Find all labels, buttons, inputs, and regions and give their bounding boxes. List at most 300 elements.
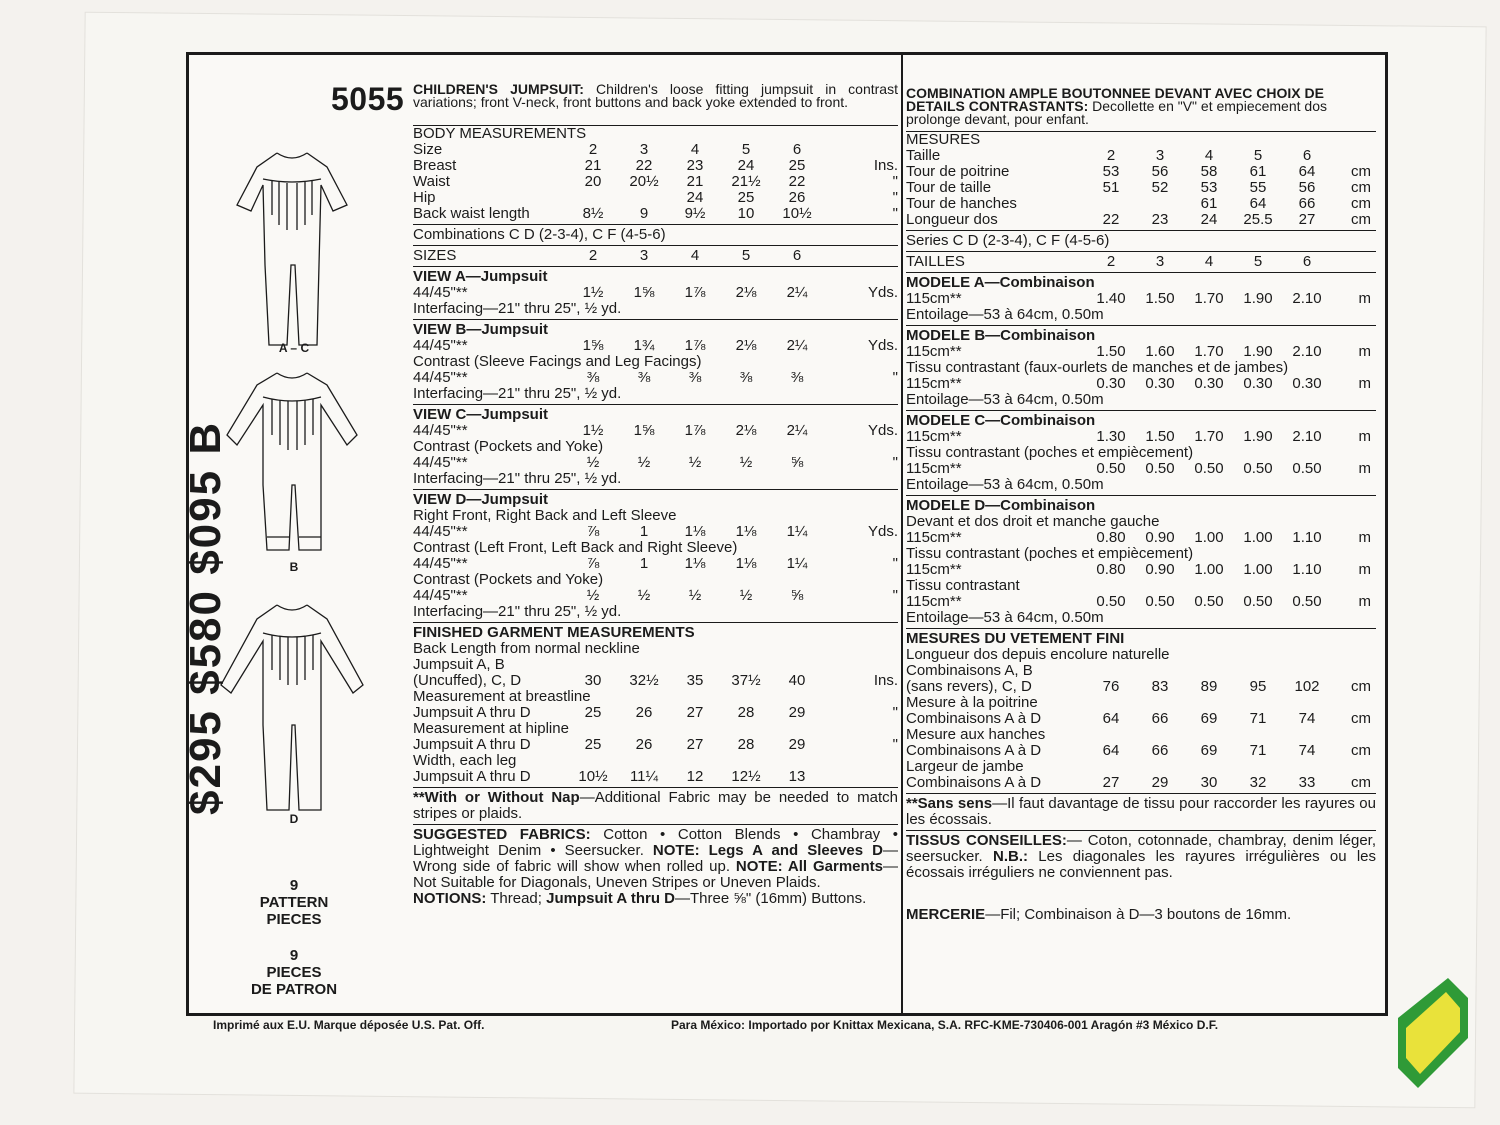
row-value: 1 <box>639 555 649 572</box>
row-label: Tour de taille <box>906 179 992 196</box>
row-value: 53 <box>1102 163 1120 180</box>
row-value: 5 <box>741 141 751 158</box>
row-value: 1.10 <box>1292 529 1322 546</box>
row-value: ⅜ <box>790 369 804 386</box>
poitrine-fin-row <box>906 711 1376 727</box>
row-value: 1⅛ <box>735 523 757 540</box>
row-unit: Yds. <box>867 523 898 540</box>
modele-b-entoilage: Entoilage—53 à 64cm, 0.50m <box>906 391 1104 408</box>
row-unit: " <box>892 369 898 386</box>
row-value: ½ <box>637 454 651 471</box>
pattern-back-panel <box>181 52 1388 1016</box>
row-label: 44/45"** <box>413 555 468 572</box>
row-label: SIZES <box>413 247 457 264</box>
row-value: 1⅛ <box>684 523 706 540</box>
row-value: 40 <box>788 672 806 689</box>
hipline: Measurement at hipline <box>413 720 569 737</box>
row-value: 0.90 <box>1145 529 1175 546</box>
row-value: 1⅝ <box>633 422 655 439</box>
figure-label-b: B <box>289 560 299 574</box>
modele-d-tissu1: Tissu contrastant (poches et empiècement) <box>906 545 1194 562</box>
figure-label-a-c: A – C <box>278 341 310 355</box>
row-value: 64 <box>1249 195 1267 212</box>
row-value: 26 <box>635 736 653 753</box>
view-d-fabric2-row <box>413 556 898 572</box>
row-label: 115cm** <box>906 428 962 445</box>
row-value: 2⅛ <box>735 337 757 354</box>
breast-row <box>413 158 898 174</box>
row-value: 6 <box>792 247 802 264</box>
modele-a-row <box>906 291 1376 307</box>
column-divider <box>901 55 903 1013</box>
row-value: 6 <box>792 141 802 158</box>
row-unit: m <box>1358 428 1371 445</box>
row-label: 115cm** <box>906 343 962 360</box>
row-label: 115cm** <box>906 561 962 578</box>
tissus-conseilles: TISSUS CONSEILLES:— Coton, cotonnade, chambray, denim léger, seersucker. N.B.: Les diagonales les rayures irrégulières ou les écossais irréguliers ne conviennent pas. <box>906 832 1377 881</box>
fini-header: MESURES DU VETEMENT FINI <box>906 630 1125 647</box>
row-value: 24 <box>737 157 755 174</box>
row-value: 0.50 <box>1145 460 1175 477</box>
row-value: ½ <box>688 587 702 604</box>
view-c-interfacing: Interfacing—21" thru 25", ½ yd. <box>413 470 622 487</box>
row-value: 23 <box>1151 211 1169 228</box>
row-value: ½ <box>586 454 600 471</box>
row-value: 0.30 <box>1096 375 1126 392</box>
row-unit: " <box>892 704 898 721</box>
notions: NOTIONS: Thread; Jumpsuit A thru D—Three ⅝" (16mm) Buttons. <box>413 890 867 907</box>
row-value: 55 <box>1249 179 1267 196</box>
row-value: 27 <box>1298 211 1316 228</box>
row-value: 26 <box>788 189 806 206</box>
row-value: 69 <box>1200 710 1218 727</box>
row-value: ½ <box>739 587 753 604</box>
row-value: 1.00 <box>1243 561 1273 578</box>
row-value: 1.60 <box>1145 343 1175 360</box>
largeur-jambe: Largeur de jambe <box>906 758 1024 775</box>
view-c-fabric-row <box>413 423 898 439</box>
row-value: 0.50 <box>1292 593 1322 610</box>
row-label: 44/45"** <box>413 587 468 604</box>
hanches-row <box>906 196 1376 212</box>
row-value: 0.30 <box>1194 375 1224 392</box>
row-label: (Uncuffed), C, D <box>413 672 522 689</box>
suggested-fabrics: SUGGESTED FABRICS: Cotton • Cotton Blends • Chambray • Lightweight Denim • Seersucker. NOTE: Legs A and Sleeves D— Wrong side of fabric will show when rolled up. NOTE: All Garments—Not Suitable for Diagonals, Uneven Stripes or Uneven Plaids. <box>413 826 899 891</box>
view-d-contrast2: Contrast (Pockets and Yoke) <box>413 571 604 588</box>
row-label: 44/45"** <box>413 369 468 386</box>
breast-fin-row <box>413 705 898 721</box>
row-value: 1⅛ <box>684 555 706 572</box>
row-label: Combinaisons A à D <box>906 774 1042 791</box>
row-unit: Ins. <box>873 672 898 689</box>
view-d-fabric1-row <box>413 524 898 540</box>
en-description <box>413 83 898 125</box>
row-value: 5 <box>1253 147 1263 164</box>
row-unit: m <box>1358 593 1371 610</box>
row-label: (sans revers), C, D <box>906 678 1032 695</box>
row-value: 4 <box>690 247 700 264</box>
body-measurements-header: BODY MEASUREMENTS <box>413 125 587 142</box>
row-value: 1⅞ <box>684 284 706 301</box>
row-value: 10 <box>737 205 755 222</box>
row-label: 115cm** <box>906 375 962 392</box>
mesure-hanches: Mesure aux hanches <box>906 726 1046 743</box>
row-value: 2⅛ <box>735 422 757 439</box>
row-value: 102 <box>1294 678 1320 695</box>
row-value: 0.50 <box>1243 593 1273 610</box>
row-label: Hip <box>413 189 436 206</box>
row-value: 10½ <box>782 205 812 222</box>
row-value: ⅜ <box>637 369 651 386</box>
row-value: 0.80 <box>1096 529 1126 546</box>
row-value: 71 <box>1249 710 1267 727</box>
modele-c-tissu: Tissu contrastant (poches et empiècement) <box>906 444 1194 461</box>
footer-strip <box>213 1018 1383 1032</box>
view-b-contrast-row <box>413 370 898 386</box>
row-value: 32½ <box>629 672 659 689</box>
row-value: 25.5 <box>1243 211 1273 228</box>
row-value: 61 <box>1200 195 1218 212</box>
hip-row <box>413 190 898 206</box>
jambe-fin-row <box>906 775 1376 791</box>
row-label: Tour de hanches <box>906 195 1017 212</box>
pieces-label-fr-2: DE PATRON <box>250 981 338 998</box>
row-value: 3 <box>1155 147 1165 164</box>
row-label: 44/45"** <box>413 422 468 439</box>
row-value: 2¼ <box>786 337 808 354</box>
row-value: 1.90 <box>1243 290 1273 307</box>
width-leg: Width, each leg <box>413 752 517 769</box>
row-value: 25 <box>737 189 755 206</box>
combinations-row: Combinations C D (2-3-4), C F (4-5-6) <box>413 226 666 243</box>
view-b-fabric-row <box>413 338 898 354</box>
row-value: 2 <box>1106 253 1116 270</box>
row-label: TAILLES <box>906 253 965 270</box>
jumpsuit-ab: Jumpsuit A, B <box>413 656 505 673</box>
row-value: 35 <box>686 672 704 689</box>
row-value: 1.30 <box>1096 428 1126 445</box>
mercerie: MERCERIE—Fil; Combinaison à D—3 boutons de 16mm. <box>906 906 1292 923</box>
row-value: 8½ <box>582 205 604 222</box>
jumpsuit-b-drawing <box>217 365 367 565</box>
back-waist-row <box>413 206 898 222</box>
row-value: 95 <box>1249 678 1267 695</box>
figure-label-d: D <box>289 812 299 826</box>
finished-header: FINISHED GARMENT MEASUREMENTS <box>413 624 695 641</box>
corner-tab <box>1398 978 1468 1088</box>
modele-d-row1 <box>906 530 1376 546</box>
illustrations-panel <box>181 55 399 1013</box>
row-value: 24 <box>1200 211 1218 228</box>
sizes-row <box>413 248 898 264</box>
modele-b-row2 <box>906 376 1376 392</box>
row-value: 2¼ <box>786 284 808 301</box>
row-unit: cm <box>1351 678 1371 695</box>
row-label: Longueur dos <box>906 211 998 228</box>
row-unit: cm <box>1351 774 1371 791</box>
row-label: 44/45"** <box>413 284 468 301</box>
row-value: 1½ <box>582 422 604 439</box>
row-unit: " <box>892 736 898 753</box>
row-unit: " <box>892 189 898 206</box>
row-value: 1.50 <box>1145 290 1175 307</box>
longueur-row <box>906 212 1376 228</box>
tailles-row <box>906 254 1376 270</box>
tour-taille-row <box>906 180 1376 196</box>
row-value: 2¼ <box>786 422 808 439</box>
row-label: Taille <box>906 147 941 164</box>
row-value: 2 <box>1106 147 1116 164</box>
row-value: 64 <box>1102 742 1120 759</box>
fr-title: COMBINATION AMPLE BOUTONNEE DEVANT AVEC CHOIX DE DETAILS CONTRASTANTS: <box>906 85 1324 114</box>
row-value: ½ <box>586 587 600 604</box>
row-value: ⅜ <box>739 369 753 386</box>
row-value: 29 <box>1151 774 1169 791</box>
row-unit: cm <box>1351 179 1371 196</box>
row-unit: Yds. <box>867 422 898 439</box>
row-value: ⅜ <box>586 369 600 386</box>
row-value: 83 <box>1151 678 1169 695</box>
view-b-contrast: Contrast (Sleeve Facings and Leg Facings) <box>413 353 702 370</box>
row-value: 2⅛ <box>735 284 757 301</box>
row-value: 52 <box>1151 179 1169 196</box>
modele-a-entoilage: Entoilage—53 à 64cm, 0.50m <box>906 306 1104 323</box>
row-unit: cm <box>1351 163 1371 180</box>
row-label: 115cm** <box>906 290 962 307</box>
row-value: 21 <box>686 173 704 190</box>
row-value: 0.30 <box>1292 375 1322 392</box>
row-unit: cm <box>1351 710 1371 727</box>
row-value: 2.10 <box>1292 290 1322 307</box>
row-value: 32 <box>1249 774 1267 791</box>
row-value: 0.50 <box>1096 593 1126 610</box>
view-c-contrast-row <box>413 455 898 471</box>
row-unit: m <box>1358 343 1371 360</box>
row-value: 21½ <box>731 173 761 190</box>
modele-a-title: MODELE A—Combinaison <box>906 274 1095 291</box>
row-value: 27 <box>686 704 704 721</box>
modele-c-title: MODELE C—Combinaison <box>906 412 1096 429</box>
modele-c-row2 <box>906 461 1376 477</box>
view-b-interfacing: Interfacing—21" thru 25", ½ yd. <box>413 385 622 402</box>
row-value: 13 <box>788 768 806 785</box>
jumpsuit-d-drawing <box>217 595 367 825</box>
row-value: 1.10 <box>1292 561 1322 578</box>
en-desc: Children's loose fitting jumpsuit in contrast variations; front V-neck, front buttons and back yoke extended to front. <box>413 81 898 110</box>
row-value: 1⅞ <box>684 337 706 354</box>
row-value: 29 <box>788 736 806 753</box>
row-label: Jumpsuit A thru D <box>413 704 531 721</box>
row-value: 1.70 <box>1194 343 1224 360</box>
mesures-header: MESURES <box>906 131 981 148</box>
row-value: 66 <box>1151 710 1169 727</box>
row-value: 2 <box>588 141 598 158</box>
revers-row <box>906 679 1376 695</box>
view-c-title: VIEW C—Jumpsuit <box>413 406 549 423</box>
row-value: 5 <box>1253 253 1263 270</box>
row-value: 27 <box>1102 774 1120 791</box>
row-value: 33 <box>1298 774 1316 791</box>
uncuffed-row <box>413 673 898 689</box>
row-label: 115cm** <box>906 529 962 546</box>
row-value: 6 <box>1302 147 1312 164</box>
row-value: 1⅝ <box>582 337 604 354</box>
poitrine-row <box>906 164 1376 180</box>
row-value: 12 <box>686 768 704 785</box>
row-unit: Ins. <box>873 157 898 174</box>
row-label: Jumpsuit A thru D <box>413 768 531 785</box>
modele-c-row <box>906 429 1376 445</box>
row-value: 1½ <box>582 284 604 301</box>
pieces-count: 9 <box>289 877 299 894</box>
row-value: 1⅛ <box>735 555 757 572</box>
view-a-interfacing: Interfacing—21" thru 25", ½ yd. <box>413 300 622 317</box>
row-value: 64 <box>1298 163 1316 180</box>
modele-d-row3 <box>906 594 1376 610</box>
row-unit: Yds. <box>867 337 898 354</box>
view-b-title: VIEW B—Jumpsuit <box>413 321 549 338</box>
row-value: 3 <box>1155 253 1165 270</box>
row-label: 44/45"** <box>413 454 468 471</box>
row-value: 26 <box>635 704 653 721</box>
row-value: 4 <box>690 141 700 158</box>
comb-ab: Combinaisons A, B <box>906 662 1033 679</box>
row-value: 76 <box>1102 678 1120 695</box>
row-value: 1.70 <box>1194 290 1224 307</box>
pieces-label-2: PIECES <box>266 911 322 928</box>
row-value: 1.00 <box>1243 529 1273 546</box>
row-value: 0.90 <box>1145 561 1175 578</box>
pieces-count-fr: 9 <box>289 947 299 964</box>
row-value: 1⅝ <box>633 284 655 301</box>
row-value: 0.50 <box>1194 460 1224 477</box>
row-value: 0.50 <box>1096 460 1126 477</box>
row-value: 22 <box>1102 211 1120 228</box>
row-value: 28 <box>737 704 755 721</box>
row-value: 22 <box>635 157 653 174</box>
pieces-label: PATTERN <box>259 894 329 911</box>
row-label: 115cm** <box>906 460 962 477</box>
price-codes: $295 $580 $095 B <box>181 420 230 815</box>
row-value: 9 <box>639 205 649 222</box>
modele-d-row2 <box>906 562 1376 578</box>
row-value: 64 <box>1102 710 1120 727</box>
taille-row <box>906 148 1376 164</box>
modele-b-row <box>906 344 1376 360</box>
row-value: ½ <box>739 454 753 471</box>
row-value: 61 <box>1249 163 1267 180</box>
row-value: 1.50 <box>1096 343 1126 360</box>
row-label: Combinaisons A à D <box>906 710 1042 727</box>
row-value: ⅝ <box>790 454 804 471</box>
row-unit: " <box>892 555 898 572</box>
row-unit: m <box>1358 460 1371 477</box>
modele-c-entoilage: Entoilage—53 à 64cm, 0.50m <box>906 476 1104 493</box>
back-length: Back Length from normal neckline <box>413 640 640 657</box>
row-value: 9½ <box>684 205 706 222</box>
row-value: 71 <box>1249 742 1267 759</box>
row-unit: cm <box>1351 195 1371 212</box>
row-value: 37½ <box>731 672 761 689</box>
view-d-title: VIEW D—Jumpsuit <box>413 491 549 508</box>
row-unit: m <box>1358 290 1371 307</box>
row-value: ⅞ <box>586 523 600 540</box>
fr-desc: Decollette en "V" et empiecement dos prolonge devant, pour enfant. <box>906 98 1327 127</box>
row-value: 1¼ <box>786 523 808 540</box>
footer-right: Para México: Importado por Knittax Mexicana, S.A. RFC-KME-730406-001 Aragón #3 México D.F. <box>671 1018 1219 1032</box>
row-value: 74 <box>1298 742 1316 759</box>
jumpsuit-a-c-drawing <box>217 145 367 355</box>
row-value: 24 <box>686 189 704 206</box>
row-value: 66 <box>1298 195 1316 212</box>
modele-d-entoilage: Entoilage—53 à 64cm, 0.50m <box>906 609 1104 626</box>
row-unit: m <box>1358 561 1371 578</box>
row-label: 115cm** <box>906 593 962 610</box>
row-value: 30 <box>1200 774 1218 791</box>
pattern-number: 5055 <box>331 81 405 117</box>
view-c-contrast: Contrast (Pockets and Yoke) <box>413 438 604 455</box>
longueur-dos: Longueur dos depuis encolure naturelle <box>906 646 1170 663</box>
row-label: Back waist length <box>413 205 530 222</box>
row-value: ⅜ <box>688 369 702 386</box>
row-label: Tour de poitrine <box>906 163 1010 180</box>
sans-sens-note: **Sans sens—Il faut davantage de tissu pour raccorder les rayures ou les écossais. <box>906 795 1376 828</box>
row-value: 4 <box>1204 253 1214 270</box>
row-value: 12½ <box>731 768 761 785</box>
row-value: ½ <box>688 454 702 471</box>
fr-description <box>906 87 1376 131</box>
row-value: 1.50 <box>1145 428 1175 445</box>
row-value: ½ <box>637 587 651 604</box>
view-d-right: Right Front, Right Back and Left Sleeve <box>413 507 677 524</box>
waist-row <box>413 174 898 190</box>
row-value: 1.90 <box>1243 428 1273 445</box>
row-label: Jumpsuit A thru D <box>413 736 531 753</box>
row-value: 0.50 <box>1243 460 1273 477</box>
breastline: Measurement at breastline <box>413 688 591 705</box>
row-unit: cm <box>1351 211 1371 228</box>
row-value: 2.10 <box>1292 343 1322 360</box>
row-value: 11¼ <box>629 768 659 785</box>
view-d-fabric3-row <box>413 588 898 604</box>
row-label: 44/45"** <box>413 337 468 354</box>
row-value: 0.30 <box>1145 375 1175 392</box>
row-value: 25 <box>788 157 806 174</box>
row-unit: " <box>892 205 898 222</box>
row-value: 3 <box>639 247 649 264</box>
row-value: 1.90 <box>1243 343 1273 360</box>
row-value: 56 <box>1151 163 1169 180</box>
row-label: Waist <box>413 173 450 190</box>
row-value: 58 <box>1200 163 1218 180</box>
row-value: 0.30 <box>1243 375 1273 392</box>
view-a-title: VIEW A—Jumpsuit <box>413 268 548 285</box>
row-value: 74 <box>1298 710 1316 727</box>
row-unit: Yds. <box>867 284 898 301</box>
row-value: 30 <box>584 672 602 689</box>
row-unit: " <box>892 454 898 471</box>
english-column <box>413 55 898 1013</box>
hip-fin-row <box>413 737 898 753</box>
modele-b-title: MODELE B—Combinaison <box>906 327 1096 344</box>
row-unit: m <box>1358 375 1371 392</box>
row-value: 27 <box>686 736 704 753</box>
row-value: 0.50 <box>1292 460 1322 477</box>
row-value: 21 <box>584 157 602 174</box>
row-value: 1¼ <box>786 555 808 572</box>
footer-left: Imprimé aux E.U. Marque déposée U.S. Pat. Off. <box>213 1018 485 1032</box>
row-value: 1.00 <box>1194 561 1224 578</box>
